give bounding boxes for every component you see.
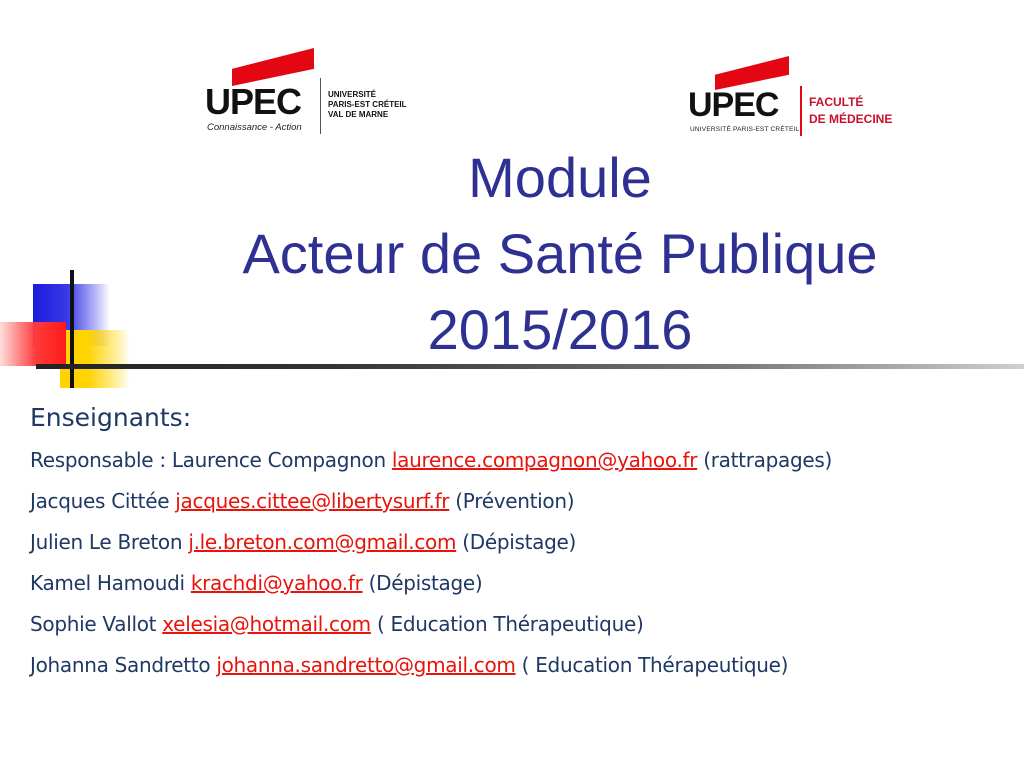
- logo-tagline: UNIVERSITÉ PARIS-EST CRÉTEIL: [690, 126, 800, 133]
- teacher-row: [30, 604, 1010, 645]
- logo-divider: [800, 86, 802, 136]
- teacher-name: Jacques Cittée: [30, 489, 170, 513]
- teacher-email-link[interactable]: krachdi@yahoo.fr: [190, 571, 363, 595]
- teacher-name: Kamel Hamoudi: [30, 571, 185, 595]
- logo-faculty-name: [809, 94, 892, 128]
- teacher-role: (Dépistage): [462, 530, 577, 554]
- teacher-role: (rattrapages): [703, 448, 832, 472]
- logo-divider: [320, 78, 321, 134]
- upec-medicine-logo: [688, 56, 928, 141]
- teacher-email-link[interactable]: j.le.breton.com@gmail.com: [188, 530, 457, 554]
- teachers-section: [30, 398, 1010, 686]
- logo-line: UNIVERSITÉ: [328, 90, 377, 99]
- logo-line: VAL DE MARNE: [328, 110, 389, 119]
- logo-brand: UPEC: [205, 81, 302, 122]
- teacher-name: Sophie Vallot: [30, 612, 157, 636]
- logo-brand: UPEC: [688, 86, 779, 124]
- teacher-name: Julien Le Breton: [30, 530, 183, 554]
- teacher-name: Responsable : Laurence Compagnon: [30, 448, 386, 472]
- teacher-role: ( Education Thérapeutique): [521, 653, 789, 677]
- logo-line: FACULTÉ: [809, 95, 864, 109]
- teacher-email-link[interactable]: johanna.sandretto@gmail.com: [216, 653, 516, 677]
- teacher-row: [30, 645, 1010, 686]
- teacher-email-link[interactable]: xelesia@hotmail.com: [162, 612, 371, 636]
- vertical-rule: [70, 270, 74, 388]
- teacher-role: (Prévention): [455, 489, 575, 513]
- teacher-row: [30, 563, 1010, 604]
- upec-university-logo: [205, 48, 435, 143]
- teacher-row: [30, 522, 1010, 563]
- title-line-1: Module: [468, 146, 652, 209]
- title-line-2: Acteur de Santé Publique: [242, 222, 878, 285]
- teacher-role: (Dépistage): [368, 571, 483, 595]
- upec-flag-icon: [715, 56, 789, 90]
- logo-line: PARIS-EST CRÉTEIL: [328, 100, 407, 109]
- teacher-row: [30, 440, 1010, 481]
- teacher-email-link[interactable]: jacques.cittee@libertysurf.fr: [175, 489, 450, 513]
- red-square-decoration: [0, 322, 66, 366]
- teacher-name: Johanna Sandretto: [30, 653, 211, 677]
- teacher-row: [30, 481, 1010, 522]
- title-line-3: 2015/2016: [427, 298, 693, 361]
- logo-line: DE MÉDECINE: [809, 112, 893, 126]
- logo-tagline: Connaissance - Action: [207, 122, 302, 133]
- teacher-role: ( Education Thérapeutique): [376, 612, 644, 636]
- logo-university-name: [328, 90, 407, 120]
- slide-title: [190, 140, 930, 368]
- section-heading: Enseignants:: [30, 403, 192, 432]
- teacher-email-link[interactable]: laurence.compagnon@yahoo.fr: [391, 448, 698, 472]
